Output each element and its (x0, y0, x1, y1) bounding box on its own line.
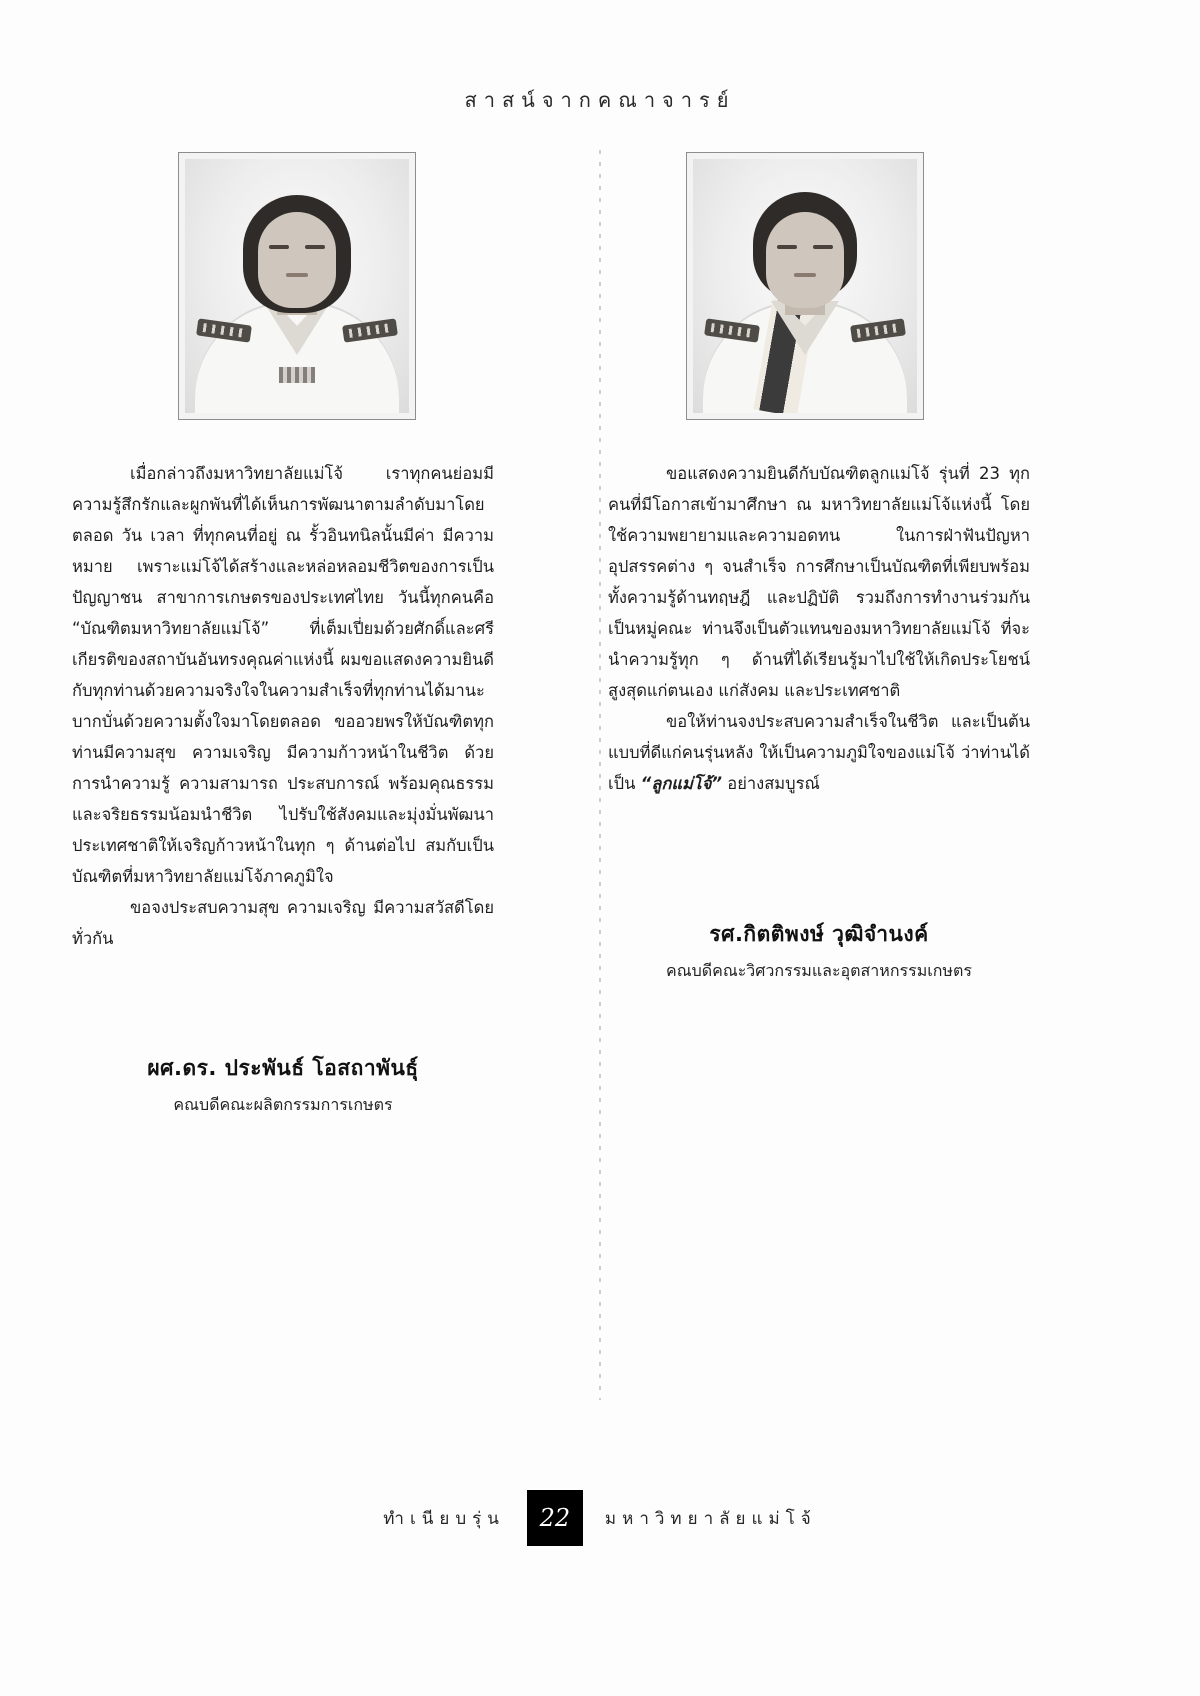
signature-title: คณบดีคณะวิศวกรรมและอุตสาหกรรมเกษตร (666, 961, 972, 980)
right-column-body (608, 458, 1030, 799)
right-paragraph-1: ขอแสดงความยินดีกับบัณฑิตลูกแม่โจ้ รุ่นที่ 23 ทุกคนที่มีโอกาสเข้ามาศึกษา ณ มหาวิทยาลัยแม่โจ้แห่งนี้ โดยใช้ความพยายามและความอดทน ในการฝ่าฟันปัญหา อุปสรรคต่าง ๆ จนสำเร็จ การศึกษาเป็นบัณฑิตที่เพียบพร้อมทั้งความรู้ด้านทฤษฎี และปฏิบัติ รวมถึงการทำงานร่วมกันเป็นหมู่คณะ ท่านจึงเป็นตัวแทนของมหาวิทยาลัยแม่โจ้ ที่จะนำความรู้ทุก ๆ ด้านที่ได้เรียนรู้มาไปใช้ให้เกิดประโยชน์สูงสุดแก่ตนเอง แก่สังคม และประเทศชาติ (608, 464, 1030, 700)
eyebrow-right (305, 245, 325, 249)
signature-title: คณบดีคณะผลิตกรรมการเกษตร (173, 1095, 393, 1114)
footer-right-text: มหาวิทยาลัยแม่โจ้ (604, 1508, 817, 1529)
signature-name: รศ.กิตติพงษ์ วุฒิจำนงค์ (709, 922, 929, 946)
right-paragraph-2-before: ขอให้ท่านจงประสบความสำเร็จในชีวิต และเป็นต้นแบบที่ดีแก่คนรุ่นหลัง ให้เป็นความภูมิใจของแม่โจ้ ว่าท่านได้เป็น (608, 712, 1030, 793)
mouth-shape (286, 273, 308, 277)
eyebrow-left (269, 245, 289, 249)
left-paragraph-2: ขอจงประสบความสุข ความเจริญ มีความสวัสดีโดยทั่วกัน (72, 898, 494, 948)
left-paragraph-1: เมื่อกล่าวถึงมหาวิทยาลัยแม่โจ้ เราทุกคนย่อมมีความรู้สึกรักและผูกพันที่ได้เห็นการพัฒนาตามลำดับมาโดยตลอด วัน เวลา ที่ทุกคนที่อยู่ ณ รั้วอินทนิลนั้นมีค่า มีความหมาย เพราะแม่โจ้ได้สร้างและหล่อหลอมชีวิตของการเป็นปัญญาชน สาขาการเกษตรของประเทศไทย วันนี้ทุกคนคือ “บัณฑิตมหาวิทยาลัยแม่โจ้” ที่เต็มเปี่ยมด้วยศักดิ์และศรีเกียรติของสถาบันอันทรงคุณค่าแห่งนี้ ผมขอแสดงความยินดีกับทุกท่านด้วยความจริงใจในความสำเร็จที่ทุกท่านได้มานะ บากบั่นด้วยความตั้งใจมาโดยตลอด ขออวยพรให้บัณฑิตทุกท่านมีความสุข ความเจริญ มีความก้าวหน้าในชีวิต ด้วยการนำความรู้ ความสามารถ ประสบการณ์ พร้อมคุณธรรมและจริยธรรมน้อมนำชีวิต ไปรับใช้สังคมและมุ่งมั่นพัฒนาประเทศชาติให้เจริญก้าวหน้าในทุก ๆ ด้านต่อไป สมกับเป็นบัณฑิตที่มหาวิทยาลัยแม่โจ้ภาคภูมิใจ (72, 464, 494, 886)
right-paragraph-2 (608, 706, 1030, 799)
page-title: สาสน์จากคณาจารย์ (464, 88, 736, 112)
footer-left-text: ทำเนียบรุ่น (383, 1508, 505, 1529)
signature-name: ผศ.ดร. ประพันธ์ โอสถาพันธุ์ (147, 1056, 419, 1080)
portrait-dean-agricultural-production (178, 152, 416, 420)
portrait-dean-engineering (686, 152, 924, 420)
uniform-shape (195, 301, 399, 413)
eyebrow-right (813, 245, 833, 249)
right-paragraph-2-after: อย่างสมบูรณ์ (722, 774, 820, 793)
column-divider-dotted (599, 150, 601, 1400)
page-number: 22 (527, 1490, 583, 1546)
signature-block-engineering (608, 918, 1030, 984)
badge-shape (279, 367, 315, 383)
left-column-body (72, 458, 494, 954)
eyebrow-left (777, 245, 797, 249)
signature-block-agricultural-production (72, 1052, 494, 1118)
face-shape (258, 212, 336, 308)
luk-mae-jo-highlight: “ลูกแม่โจ้” (640, 774, 723, 793)
mouth-shape (794, 273, 816, 277)
face-shape (766, 212, 844, 308)
page-footer (0, 1490, 1200, 1546)
